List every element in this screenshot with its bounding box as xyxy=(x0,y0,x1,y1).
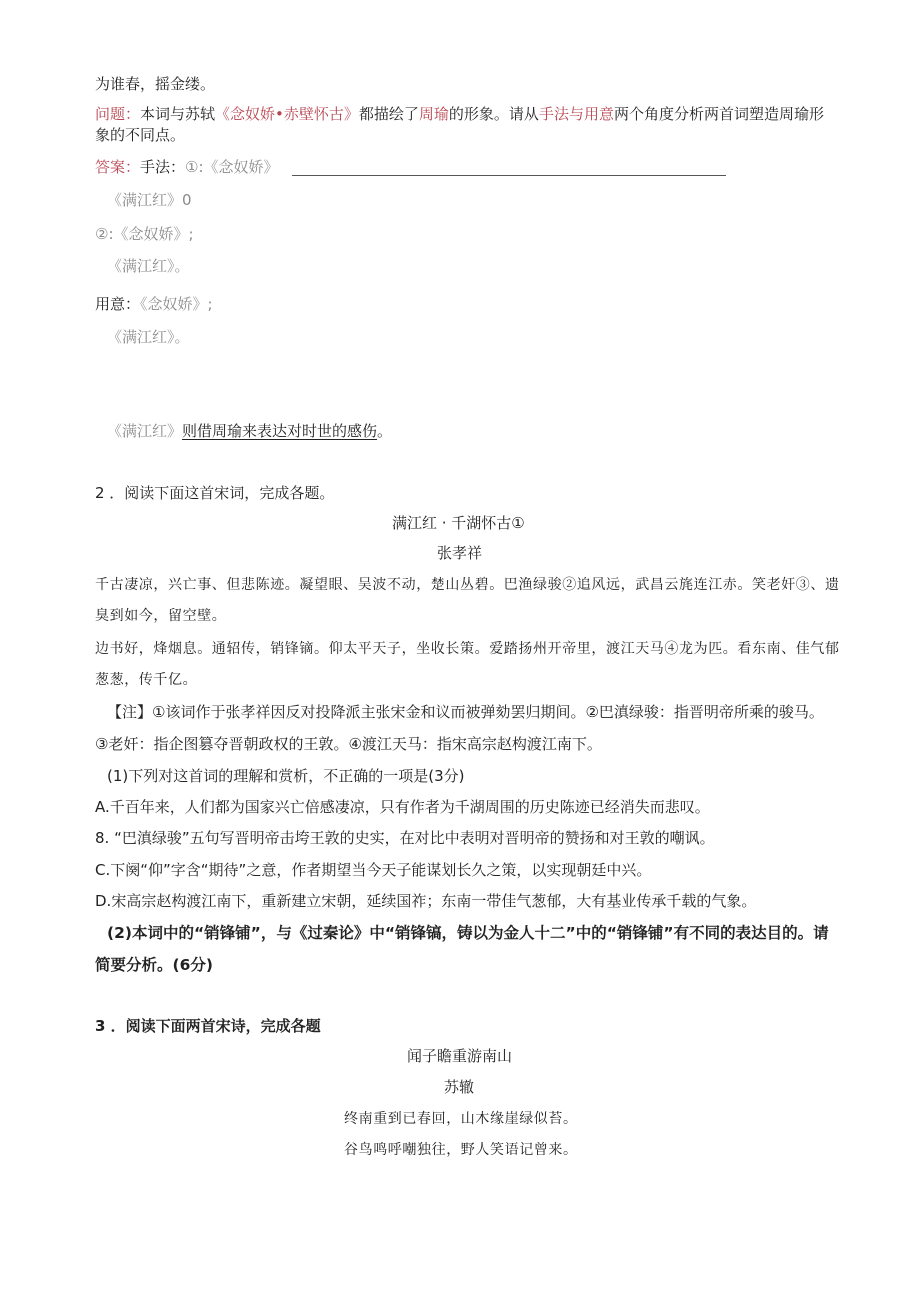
poem-title: 满江红 · 千湖怀古① xyxy=(392,514,525,532)
note-line: ③老奸：指企图篡夺晋朝政权的王敦。④渡江天马：指宋高宗赵构渡江南下。 xyxy=(95,735,602,753)
question-text: 的形象。请从 xyxy=(448,105,539,123)
option-c: C.下阕“仰”字含“期待”之意，作者期望当今天子能谋划长久之策，以实现朝廷中兴。 xyxy=(95,861,652,879)
answer-mjh-2: 《满江红》。 xyxy=(107,257,190,275)
poem-line: 葱葱，传千亿。 xyxy=(95,672,198,688)
poem-author: 苏辙 xyxy=(444,1078,475,1096)
sub-question-2-line-1: (2)本词中的“销锋铺”，与《过秦论》中“销锋镐，铸以为金人十二”中的“销锋铺”有不同的表达目的。请 xyxy=(107,924,829,942)
answer-final-line xyxy=(107,424,392,439)
purpose-label: 用意： xyxy=(95,295,141,313)
final-end: 。 xyxy=(377,422,393,440)
purpose-line xyxy=(95,297,213,312)
name-reference: 周瑜 xyxy=(418,105,449,123)
question-2-intro: 2 ．阅读下面这首宋词，完成各题。 xyxy=(95,484,335,502)
answer-mjh-1: 《满江红》0 xyxy=(107,191,192,209)
final-title: 《满江红》 xyxy=(107,422,183,440)
answer-blank-line xyxy=(292,175,726,176)
question-1-line-2: 象的不同点。 xyxy=(95,126,186,144)
poem-line: 臭到如今，留空壁。 xyxy=(95,608,227,624)
title-reference: 《念奴娇•赤壁怀古》 xyxy=(215,105,359,123)
question-1-line-1 xyxy=(95,107,824,122)
poem-title: 闻子瞻重游南山 xyxy=(407,1047,513,1065)
poem-line: 边书好，烽烟息。通轺传，销锋镝。仰太平天子，坐收长策。爱踏扬州开帝里，渡江天马④龙为匹。看东南、佳气郁 xyxy=(95,641,840,657)
sub-question-2-line-2: 简要分析。(6分) xyxy=(95,956,213,974)
question-text: 都描绘了 xyxy=(358,105,419,123)
question-label: 问题： xyxy=(95,105,141,123)
option-b: 8. “巴滇绿骏”五句写晋明帝击垮王敦的史实，在对比中表明对晋明帝的赞扬和对王敦的嘲讽。 xyxy=(95,829,715,847)
question-text: 本词与苏轼 xyxy=(140,105,216,123)
method-highlight: 手法与用意 xyxy=(538,105,614,123)
purpose-nnj: 《念奴娇》; xyxy=(140,295,213,313)
sub-question-1: (1)下列对这首词的理解和赏析，不正确的一项是(3分) xyxy=(107,767,465,785)
method-label: 手法： xyxy=(140,158,186,176)
poem-line: 终南重到已春回，山木缘崖绿似苔。 xyxy=(344,1111,578,1127)
question-3-intro: 3 ．阅读下面两首宋诗，完成各题 xyxy=(95,1017,321,1035)
final-underlined: 则借周瑜来表达对时世的感伤 xyxy=(182,422,378,440)
poem-line: 千古凄凉，兴亡事、但悲陈迹。凝望眼、吴波不动，楚山丛碧。巴渔绿骏②追风远，武昌云旄连江赤。笑老奸③、遗 xyxy=(95,577,840,593)
text-line: 为谁春，摇金缕。 xyxy=(95,75,216,93)
note-line: 【注】①该词作于张孝祥因反对投降派主张宋金和议而被弹劾罢归期间。②巴滇绿骏：指晋明帝所乘的骏马。 xyxy=(107,703,824,721)
answer-item-2: ②:《念奴娇》; xyxy=(95,225,194,243)
poem-line: 谷鸟鸣呼嘲独往，野人笑语记曾来。 xyxy=(344,1142,578,1158)
answer-line-1 xyxy=(95,160,279,175)
option-a: A.千百年来，人们都为国家兴亡倍感凄凉，只有作者为千湖周围的历史陈迹已经消失而悲叹。 xyxy=(95,798,710,816)
option-d: D.宋高宗赵构渡江南下，重新建立宋朝，延续国祚；东南一带佳气葱郁，大有基业传承千载的气象。 xyxy=(95,892,757,910)
answer-label: 答案： xyxy=(95,158,141,176)
question-text: 两个角度分析两首词塑造周瑜形 xyxy=(613,105,824,123)
answer-item-1: ①:《念奴娇》 xyxy=(185,158,279,176)
poem-author: 张孝祥 xyxy=(437,544,483,562)
answer-mjh-3: 《满江红》。 xyxy=(107,328,190,346)
